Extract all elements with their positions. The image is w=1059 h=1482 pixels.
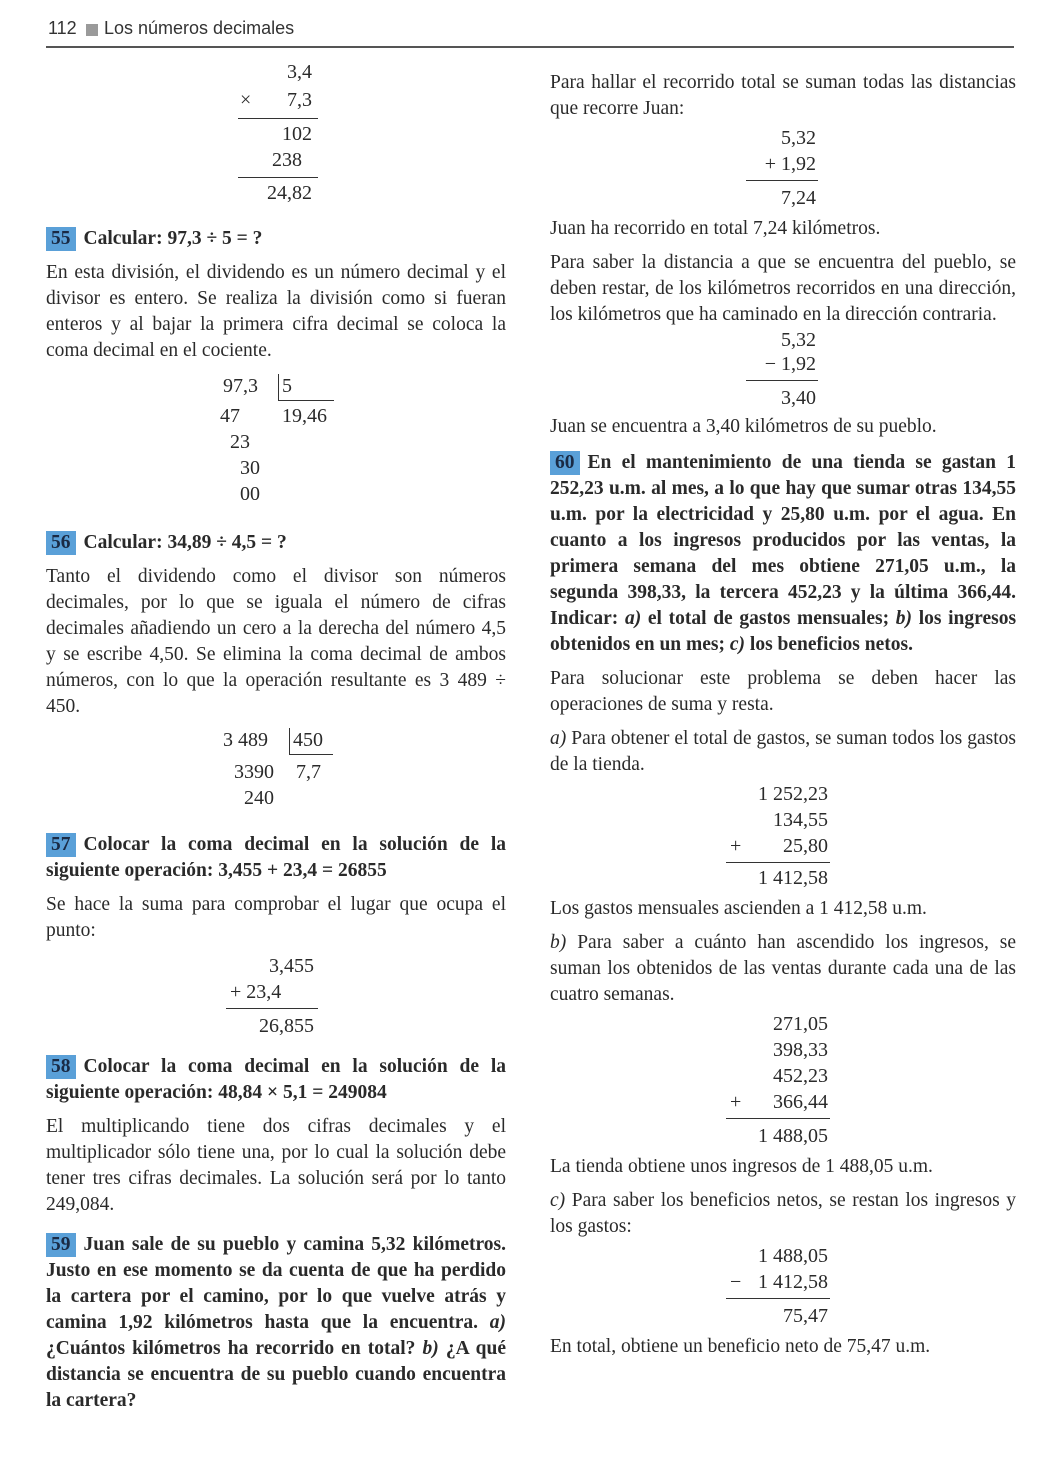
remainder-4: 00 (240, 483, 260, 505)
division-97-3-by-5 (46, 372, 506, 522)
solution-60-part-c: c) Para saber los beneficios netos, se restan los ingresos y los gastos: (550, 1190, 1017, 1237)
exercise-57-text: Colocar la coma decimal en la solución de la siguiente operación: 3,455 + 23,4 = 26855 (46, 834, 506, 881)
sum-of-income (550, 1008, 1016, 1154)
solution-59-answer-a: Juan ha recorrido en total 7,24 kilómetros. (550, 218, 881, 239)
sum-5-32-plus-1-92 (550, 122, 1016, 216)
remainder-3: 30 (240, 457, 260, 479)
division-bracket (278, 374, 279, 400)
quotient: 19,46 (282, 405, 327, 427)
exercise-60-question: 60 En el mantenimiento de una tienda se gastan 1 252,23 u.m. al mes, a lo que hay que sumar otras 134,55 u.m. por la electricidad y 25,80 u.m. por el agua. En cuanto a los ingresos producidos por las ventas, la primera semana del mes obtiene 271,05 u.m., la segunda 398,33, la tercera 452,23 y la última 366,44. Indicar: a) el total de gastos mensuales; b) los ingresos obtenidos en un mes; c) los beneficios netos. (550, 452, 1017, 655)
subtrahend: − 1,92 (764, 353, 816, 375)
exercise-58-text: Colocar la coma decimal en la solución de la siguiente operación: 48,84 × 5,1 = 249084 (46, 1056, 506, 1103)
page-number: 112 (48, 18, 77, 38)
exercise-56-explanation: Tanto el dividendo como el divisor son números decimales, por lo que se iguala el número de cifras decimales añadiendo un cero a la derecha del número 4,5 y se escribe 4,50. Se elimina la coma decimal de ambos números, con lo que la operación resultante es 3 489 ÷ 450. (46, 566, 506, 717)
difference-result: 75,47 (783, 1305, 828, 1327)
divisor: 450 (293, 729, 323, 751)
square-bullet-icon (86, 24, 98, 36)
difference-result: 3,40 (781, 387, 816, 409)
dividend: 3 489 (223, 729, 268, 751)
sum-result: 1 488,05 (758, 1125, 828, 1147)
solution-60-answer-a: Los gastos mensuales ascienden a 1 412,58 u.m. (550, 898, 927, 919)
exercise-58-question (46, 1054, 506, 1106)
remainder-1: 47 (220, 405, 240, 427)
income-week-4: 366,44 (773, 1091, 828, 1113)
rule-line (238, 118, 318, 119)
expense-rent: 1 252,23 (758, 783, 828, 805)
income-week-1: 271,05 (773, 1013, 828, 1035)
divisor: 5 (282, 375, 292, 397)
multiplier: 7,3 (287, 89, 312, 111)
division-bracket-top (289, 754, 333, 755)
addend-2: + 1,92 (764, 153, 816, 175)
exercise-57-question (46, 832, 506, 884)
exercise-58-explanation: El multiplicando tiene dos cifras decimales y el multiplicador sólo tiene una, por lo cual la solución debe tener tres cifras decimales. La solución será por lo tanto 249,084. (46, 1116, 506, 1215)
rule-line (226, 1008, 318, 1009)
solution-59-answer-b: Juan se encuentra a 3,40 kilómetros de su pueblo. (550, 416, 937, 437)
exercise-number-badge: 58 (46, 1055, 76, 1079)
plus-sign: + (730, 835, 742, 857)
exercise-56-text: Calcular: 34,89 ÷ 4,5 = ? (83, 532, 287, 553)
exercise-56-question (46, 530, 506, 556)
plus-sign: + (730, 1091, 742, 1113)
chapter-title: Los números decimales (104, 18, 295, 38)
sum-3-455-plus-23-4 (46, 950, 506, 1046)
minuend: 1 488,05 (758, 1245, 828, 1267)
sum-result: 26,855 (259, 1015, 314, 1037)
expense-water: 25,80 (783, 835, 828, 857)
solution-60-answer-b: La tienda obtiene unos ingresos de 1 488,05 u.m. (550, 1156, 933, 1177)
remainder-2: 23 (230, 431, 250, 453)
rule-line (746, 380, 818, 381)
division-3489-by-450 (46, 726, 506, 824)
remainder-1: 3390 (234, 761, 274, 783)
subtraction-income-minus-expenses (550, 1240, 1016, 1334)
rule-line (726, 1298, 830, 1299)
partial-product-2: 238 (272, 149, 302, 171)
left-column (46, 58, 506, 1414)
remainder-2: 240 (244, 787, 274, 809)
division-bracket (289, 728, 290, 754)
income-week-2: 398,33 (773, 1039, 828, 1061)
rule-line (726, 862, 830, 863)
dividend: 97,3 (223, 375, 258, 397)
sum-of-expenses (550, 778, 1016, 896)
minuend: 5,32 (781, 329, 816, 351)
multiplication-3-4-by-7-3 (46, 58, 506, 206)
solution-60-answer-c: En total, obtiene un beneficio neto de 75,47 u.m. (550, 1336, 931, 1357)
subtrahend: 1 412,58 (758, 1271, 828, 1293)
exercise-number-badge: 57 (46, 833, 76, 857)
rule-line (746, 180, 818, 181)
addend-1: 3,455 (269, 955, 314, 977)
minus-sign: − (730, 1271, 742, 1293)
solution-60-part-a: a) Para obtener el total de gastos, se suman todos los gastos de la tienda. (550, 728, 1016, 775)
sum-result: 1 412,58 (758, 867, 828, 889)
rule-line (238, 177, 318, 178)
times-sign: × (240, 89, 252, 111)
exercise-55-text: Calcular: 97,3 ÷ 5 = ? (83, 228, 263, 249)
exercise-number-badge: 60 (550, 451, 580, 475)
multiplicand: 3,4 (287, 61, 312, 83)
sum-result: 7,24 (781, 187, 816, 209)
exercise-number-badge: 55 (46, 227, 76, 251)
solution-60-part-b: b) Para saber a cuánto han ascendido los ingresos, se suman los obtenidos de las ventas durante cada una de las cuatro semanas. (550, 932, 1017, 1005)
rule-line (726, 1118, 830, 1119)
partial-product-1: 102 (282, 123, 312, 145)
addend-2: + 23,4 (230, 981, 282, 1003)
exercise-57-explanation: Se hace la suma para comprobar el lugar que ocupa el punto: (46, 894, 506, 941)
exercise-55-question (46, 226, 506, 252)
subtraction-5-32-minus-1-92 (550, 328, 1016, 414)
solution-60-intro: Para solucionar este problema se deben hacer las operaciones de suma y resta. (550, 668, 1016, 715)
page-header (46, 14, 1014, 48)
exercise-59-question: 59 Juan sale de su pueblo y camina 5,32 kilómetros. Justo en ese momento se da cuenta de que ha perdido la cartera por el camino, por lo que vuelve atrás y camina 1,92 kilómetros hasta que la encuentra. a) ¿Cuántos kilómetros ha recorrido en total? b) ¿A qué distancia se encuentra de su pueblo cuando encuentra la cartera? (46, 1234, 507, 1411)
product-result: 24,82 (267, 182, 312, 204)
solution-59-intro: Para hallar el recorrido total se suman todas las distancias que recorre Juan: (550, 72, 1016, 119)
addend-1: 5,32 (781, 127, 816, 149)
division-bracket-top (278, 400, 334, 401)
exercise-number-badge: 56 (46, 531, 76, 555)
expense-electricity: 134,55 (773, 809, 828, 831)
quotient: 7,7 (296, 761, 321, 783)
right-column (550, 58, 1016, 1360)
exercise-number-badge: 59 (46, 1233, 76, 1257)
income-week-3: 452,23 (773, 1065, 828, 1087)
exercise-55-explanation: En esta división, el dividendo es un número decimal y el divisor es entero. Se realiza la división como si fueran enteros y al bajar la primera cifra decimal se coloca la coma decimal en el cociente. (46, 262, 506, 361)
solution-59-explanation-b: Para saber la distancia a que se encuentra del pueblo, se deben restar, de los kilómetros recorridos en una dirección, los kilómetros que ha caminado en la dirección contraria. (550, 252, 1016, 325)
